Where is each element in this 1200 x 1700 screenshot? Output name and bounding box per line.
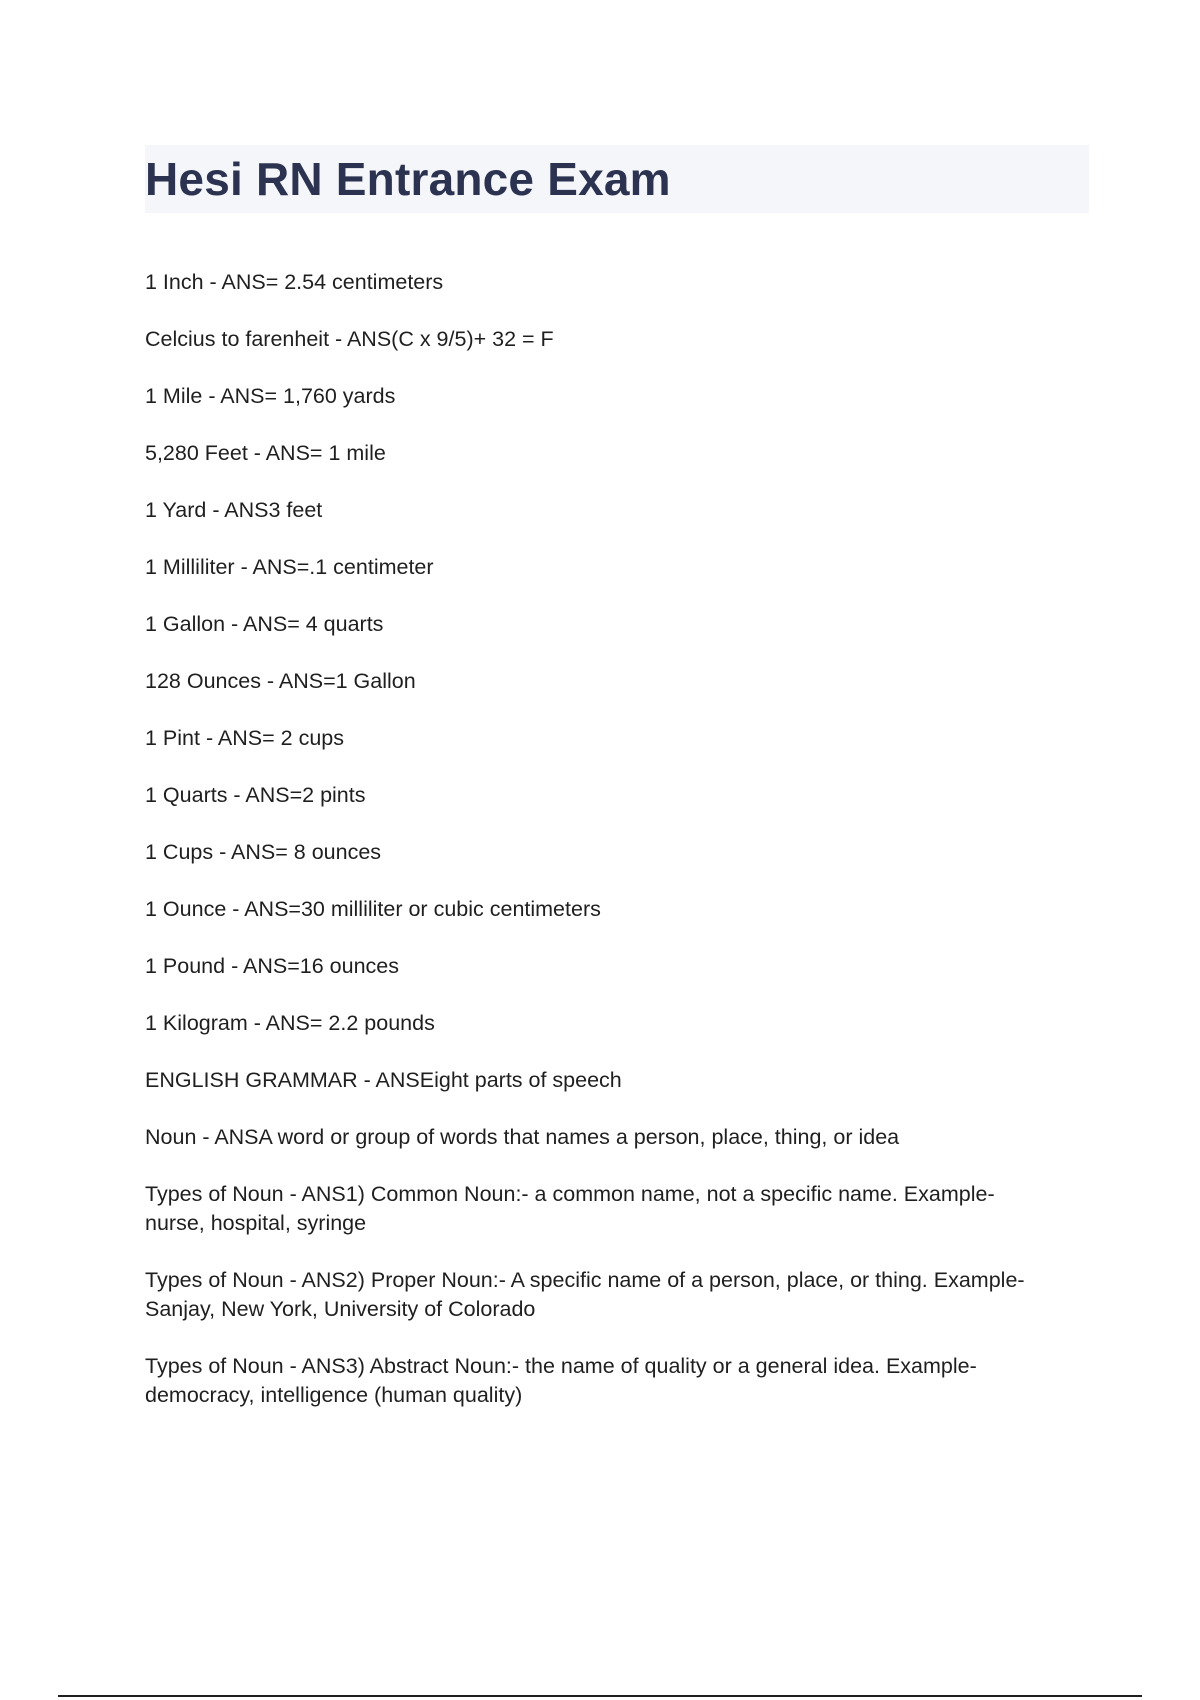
qa-item: 128 Ounces - ANS=1 Gallon bbox=[145, 669, 416, 693]
qa-item: Types of Noun - ANS3) Abstract Noun:- the name of quality or a general idea. Example- democracy, intelligence (human quality) bbox=[145, 1354, 977, 1407]
qa-item: 1 Mile - ANS= 1,760 yards bbox=[145, 384, 396, 408]
qa-item: 5,280 Feet - ANS= 1 mile bbox=[145, 441, 386, 465]
qa-item: 1 Pint - ANS= 2 cups bbox=[145, 726, 344, 750]
qa-item: 1 Kilogram - ANS= 2.2 pounds bbox=[145, 1011, 435, 1035]
qa-item: Noun - ANSA word or group of words that names a person, place, thing, or idea bbox=[145, 1125, 900, 1149]
qa-item: ENGLISH GRAMMAR - ANSEight parts of speech bbox=[145, 1068, 622, 1092]
qa-item: 1 Gallon - ANS= 4 quarts bbox=[145, 612, 384, 636]
qa-item: 1 Ounce - ANS=30 milliliter or cubic centimeters bbox=[145, 897, 601, 921]
qa-list bbox=[145, 268, 1085, 1438]
qa-item: Types of Noun - ANS1) Common Noun:- a common name, not a specific name. Example- nurse, hospital, syringe bbox=[145, 1182, 995, 1235]
qa-item: 1 Quarts - ANS=2 pints bbox=[145, 783, 366, 807]
qa-item: 1 Inch - ANS= 2.54 centimeters bbox=[145, 270, 444, 294]
title-band bbox=[145, 145, 1089, 213]
qa-item: 1 Cups - ANS= 8 ounces bbox=[145, 840, 382, 864]
qa-item: 1 Yard - ANS3 feet bbox=[145, 498, 323, 522]
qa-item: 1 Pound - ANS=16 ounces bbox=[145, 954, 400, 978]
qa-item: Celcius to farenheit - ANS(C x 9/5)+ 32 = F bbox=[145, 327, 554, 351]
qa-item: Types of Noun - ANS2) Proper Noun:- A specific name of a person, place, or thing. Example- Sanjay, New York, University of Colorado bbox=[145, 1268, 1025, 1321]
page-title: Hesi RN Entrance Exam bbox=[145, 153, 671, 205]
qa-item: 1 Milliliter - ANS=.1 centimeter bbox=[145, 555, 434, 579]
footer-divider bbox=[58, 1695, 1142, 1697]
